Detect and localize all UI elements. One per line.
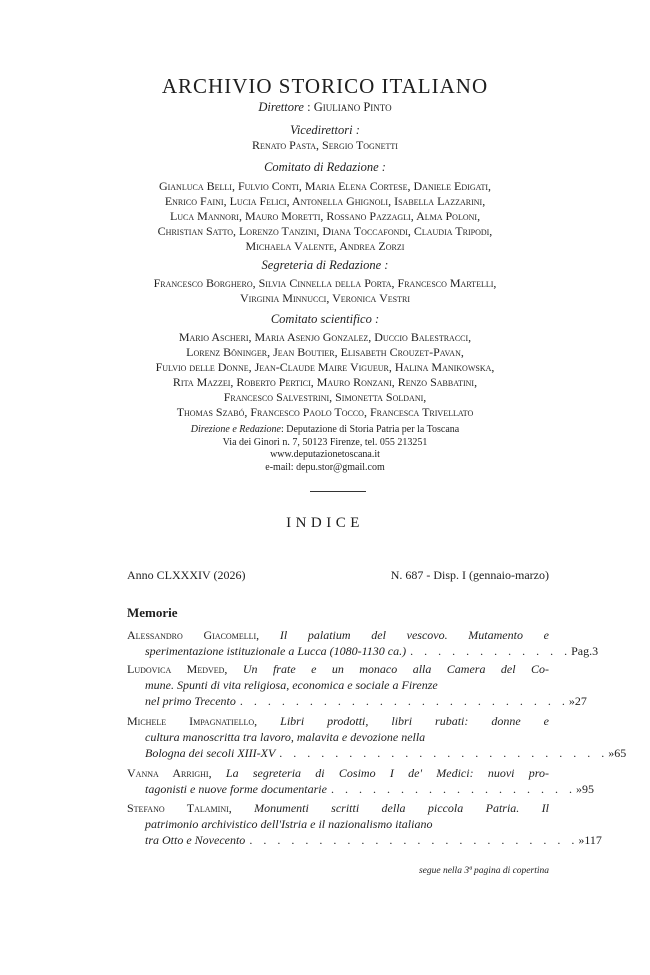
- comitato-redazione-names: [0, 179, 650, 254]
- comitato-redazione-line: Luca Mannori, Mauro Moretti, Rossano Pazzagli, Alma Poloni,: [169, 209, 481, 223]
- direttore-line: [0, 100, 650, 115]
- comitato-scientifico-names: [0, 330, 650, 420]
- toc-page-number: 65: [614, 746, 627, 760]
- toc-page-mark: »: [575, 782, 582, 796]
- toc-entry-line: [127, 765, 549, 781]
- toc-title: tagonisti e nuove forme documentarie: [145, 782, 327, 796]
- journal-title: ARCHIVIO STORICO ITALIANO: [161, 74, 489, 98]
- toc-page-number: 27: [574, 694, 587, 708]
- comitato-scientifico-label: Comitato scientifico :: [270, 312, 380, 326]
- toc-title: sperimentazione istituzionale a Lucca (1080-1130 ca.): [145, 644, 407, 658]
- toc-leader-dots: . . . . . . . . . . . . . . . . . . . . . . . .: [279, 746, 609, 760]
- toc-leader-dots: . . . . . . . . . . . . . . . . . . . . . . . .: [249, 833, 579, 847]
- comitato-scientifico-line: Rita Mazzei, Roberto Pertici, Mauro Ronzani, Renzo Sabbatini,: [172, 375, 478, 389]
- direttore-label: Direttore: [258, 100, 304, 114]
- anno-label: Anno CLXXXIV (2026): [127, 568, 246, 582]
- segreteria-label: Segreteria di Redazione :: [261, 258, 389, 272]
- toc-entry-last-line: [127, 693, 587, 709]
- toc-entry[interactable]: [127, 713, 627, 761]
- toc-entry-line: [127, 713, 549, 729]
- toc-title: tra Otto e Novecento: [145, 833, 246, 847]
- comitato-scientifico-line: Mario Ascheri, Maria Asenjo Gonzalez, Duccio Balestracci,: [178, 330, 472, 344]
- toc-entry-line: [127, 677, 549, 693]
- toc-page-mark: »: [568, 694, 575, 708]
- toc-entry[interactable]: [127, 661, 587, 709]
- toc-author: Alessandro Giacomelli,: [127, 628, 260, 642]
- toc-title: Libri prodotti, libri rubati: donne e: [280, 714, 549, 728]
- vicedirettori-names: Renato Pasta, Sergio Tognetti: [252, 138, 398, 152]
- indice-heading: INDICE: [286, 515, 364, 531]
- toc-entry[interactable]: [127, 765, 594, 797]
- segreteria-line: Francesco Borghero, Silvia Cinnella della Porta, Francesco Martelli,: [153, 276, 497, 290]
- toc-title: Il palatium del vescovo. Mutamento e: [279, 628, 549, 642]
- comitato-redazione-line: Michaela Valente, Andrea Zorzi: [245, 239, 405, 253]
- toc-title: patrimonio archivistico dell'Istria e il nazionalismo italiano: [145, 817, 433, 831]
- toc-title: Un frate e un monaco alla Camera del Co-: [242, 662, 549, 676]
- segreteria-names: [0, 276, 650, 306]
- comitato-scientifico-line: Francesco Salvestrini, Simonetta Soldani,: [223, 390, 427, 404]
- address-org: : Deputazione di Storia Patria per la Toscana: [280, 424, 460, 435]
- address-street: Via dei Ginori n. 7, 50123 Firenze, tel. 055 213251: [222, 436, 428, 448]
- toc-title: cultura manoscritta tra lavoro, malavita e devozione nella: [145, 730, 426, 744]
- direttore-sep: :: [303, 100, 314, 114]
- toc-entry-last-line: [127, 643, 599, 659]
- comitato-redazione-label: Comitato di Redazione :: [264, 160, 386, 174]
- comitato-scientifico-line: Lorenz Böninger, Jean Boutier, Elisabeth Crouzet-Pavan,: [186, 345, 464, 359]
- toc-entry-line: [127, 729, 549, 745]
- segreteria-line: Virginia Minnucci, Veronica Vestri: [239, 291, 410, 305]
- toc-entry-line: [127, 800, 549, 816]
- comitato-redazione-line: Christian Satto, Lorenzo Tanzini, Diana Toccafondi, Claudia Tripodi,: [157, 224, 493, 238]
- address-org-line: [0, 424, 650, 437]
- address-block: [0, 424, 650, 474]
- vicedirettori-label: Vicedirettori :: [290, 123, 360, 137]
- toc-leader-dots: . . . . . . . . . . . . . . . . . . . . . . . .: [239, 694, 569, 708]
- toc-leader-dots: . . . . . . . . . . . .: [410, 644, 572, 658]
- toc-page-number: 3: [592, 644, 599, 658]
- toc-title: mune. Spunti di vita religiosa, economica e sociale a Firenze: [145, 678, 438, 692]
- separator-rule: [310, 491, 366, 492]
- address-email: e-mail: depu.stor@gmail.com: [265, 461, 385, 473]
- comitato-redazione-line: Enrico Faini, Lucia Felici, Antonella Ghignoli, Isabella Lazzarini,: [164, 194, 486, 208]
- toc-title: Monumenti scritti della piccola Patria. Il: [254, 801, 549, 815]
- toc-entry[interactable]: [127, 627, 599, 659]
- toc-entry-last-line: [127, 832, 602, 848]
- section-heading-memorie: Memorie: [127, 605, 178, 620]
- toc-title: La segreteria di Cosimo I de' Medici: nuovi pro-: [225, 766, 550, 780]
- toc-entry-line: [127, 627, 549, 643]
- toc-leader-dots: . . . . . . . . . . . . . . . . . .: [330, 782, 576, 796]
- toc-author: Vanna Arrighi,: [127, 766, 212, 780]
- issue-number: N. 687 - Disp. I (gennaio-marzo): [390, 568, 549, 582]
- toc-page-number: 117: [584, 833, 602, 847]
- direttore-name: Giuliano Pinto: [313, 100, 392, 114]
- toc-entry[interactable]: [127, 800, 602, 848]
- toc-entry-line: [127, 661, 549, 677]
- toc-author: Stefano Talamini,: [127, 801, 232, 815]
- toc-author: Ludovica Medved,: [127, 662, 228, 676]
- toc-title: Bologna dei secoli XIII-XV: [145, 746, 276, 760]
- comitato-scientifico-line: Fulvio delle Donne, Jean-Claude Maire Vigueur, Halina Manikowska,: [155, 360, 495, 374]
- address-label: Direzione e Redazione: [190, 424, 281, 435]
- toc-author: Michele Impagnatiello,: [127, 714, 258, 728]
- toc-entry-last-line: [127, 745, 627, 761]
- toc-page-mark: »: [578, 833, 585, 847]
- toc-page-mark: Pag.: [571, 644, 593, 658]
- toc-page-number: 95: [581, 782, 594, 796]
- address-web: www.deputazionetoscana.it: [270, 449, 380, 460]
- toc-title: nel primo Trecento: [145, 694, 236, 708]
- continued-note: segue nella 3ª pagina di copertina: [418, 866, 549, 876]
- comitato-redazione-line: Gianluca Belli, Fulvio Conti, Maria Elena Cortese, Daniele Edigati,: [158, 179, 492, 193]
- toc-entry-last-line: [127, 781, 594, 797]
- toc-page-mark: »: [608, 746, 615, 760]
- comitato-scientifico-line: Thomas Szabó, Francesco Paolo Tocco, Francesca Trivellato: [176, 405, 474, 419]
- toc-entry-line: [127, 816, 549, 832]
